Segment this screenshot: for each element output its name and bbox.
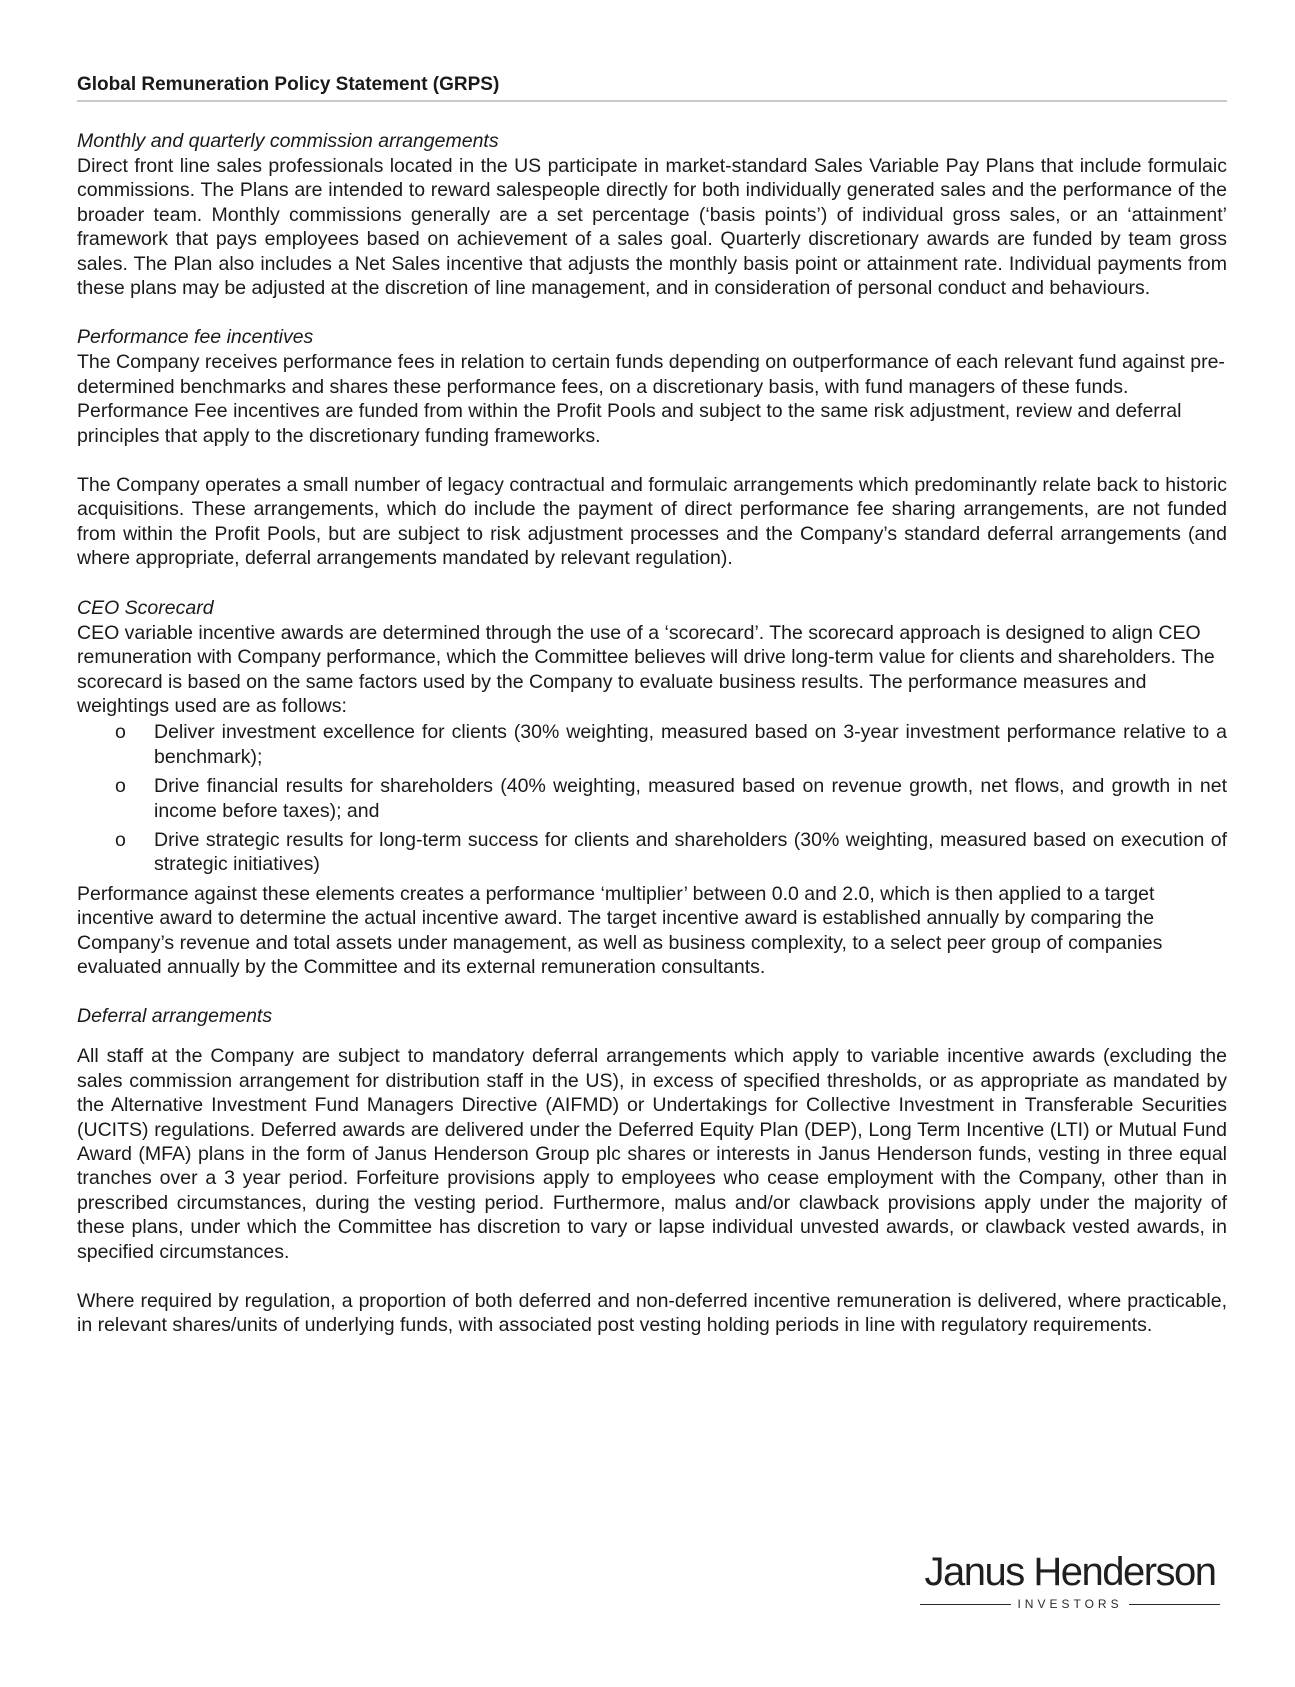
- section-deferral: [77, 1005, 1227, 1337]
- section-performance-fee: [77, 326, 1227, 570]
- list-item: [77, 720, 1227, 769]
- section-heading-deferral: Deferral arrangements: [77, 1005, 273, 1028]
- section-heading-ceo-scorecard: CEO Scorecard: [77, 596, 214, 619]
- bullet-marker: o: [115, 828, 126, 851]
- deferral-paragraph-1: All staff at the Company are subject to mandatory deferral arrangements which apply to variable incentive awards (excluding the sales commission arrangement for distribution staff in the US), in excess of specified thresholds, or as appropriate as mandated by the Alternative Investment Fund Managers Directive (AIFMD) or Undertakings for Collective Investment in Transferable Securities (UCITS) regulations. Deferred awards are delivered under the Deferred Equity Plan (DEP), Long Term Incentive (LTI) or Mutual Fund Award (MFA) plans in the form of Janus Henderson Group plc shares or interests in Janus Henderson funds, vesting in three equal tranches over a 3 year period. Forfeiture provisions apply to employees who cease employment with the Company, other than in prescribed circumstances, during the vesting period. Furthermore, malus and/or clawback provisions apply under the majority of these plans, under which the Committee has discretion to vary or lapse individual unvested awards, or clawback vested awards, in specified circumstances.: [77, 1045, 1227, 1263]
- document-header: Global Remuneration Policy Statement (GRPS): [77, 74, 1227, 102]
- list-item: [77, 774, 1227, 823]
- deferral-paragraph-2: Where required by regulation, a proportion of both deferred and non-deferred incentive remuneration is delivered, where practicable, in relevant shares/units of underlying funds, with associated post vesting holding periods in line with regulatory requirements.: [77, 1290, 1227, 1337]
- list-item: [77, 828, 1227, 877]
- ceo-scorecard-multiplier-paragraph: Performance against these elements creates a performance ‘multiplier’ between 0.0 and 2.0, which is then applied to a target incentive award to determine the actual incentive award. The target incentive award is established annually by comparing the Company’s revenue and total assets under management, as well as business complexity, to a select peer group of companies evaluated annually by the Committee and its external remuneration consultants.: [77, 882, 1163, 978]
- section-heading-performance-fee: Performance fee incentives: [77, 326, 314, 349]
- logo-rule-right: [1129, 1604, 1220, 1605]
- bullet-marker: o: [115, 775, 126, 798]
- logo-rule-left: [920, 1604, 1011, 1605]
- janus-henderson-logo: [920, 1550, 1220, 1611]
- document-page: [77, 74, 1227, 1338]
- commission-paragraph: Direct front line sales professionals located in the US participate in market-standard Sales Variable Pay Plans that include formulaic commissions. The Plans are intended to reward salespeople directly for both individually generated sales and the performance of the broader team. Monthly commissions generally are a set percentage (‘basis points’) of individual gross sales, or an ‘attainment’ framework that pays employees based on achievement of a sales goal. Quarterly discretionary awards are funded by team gross sales. The Plan also includes a Net Sales incentive that adjusts the monthly basis point or attainment rate. Individual payments from these plans may be adjusted at the discretion of line management, and in consideration of personal conduct and behaviours.: [77, 155, 1227, 300]
- list-item-text: Deliver investment excellence for clients (30% weighting, measured based on 3-year investment performance relative to a benchmark);: [154, 721, 1227, 768]
- performance-fee-paragraph-2: The Company operates a small number of legacy contractual and formulaic arrangements which predominantly relate back to historic acquisitions. These arrangements, which do include the payment of direct performance fee sharing arrangements, are not funded from within the Profit Pools, but are subject to risk adjustment processes and the Company’s standard deferral arrangements (and where appropriate, deferral arrangements mandated by relevant regulation).: [77, 474, 1227, 570]
- logo-subtitle-row: [920, 1597, 1220, 1611]
- ceo-scorecard-measures-list: [77, 720, 1227, 876]
- logo-subtitle: INVESTORS: [1017, 1597, 1123, 1611]
- ceo-scorecard-intro: CEO variable incentive awards are determined through the use of a ‘scorecard’. The scorecard approach is designed to align CEO remuneration with Company performance, which the Committee believes will drive long-term value for clients and shareholders. The scorecard is based on the same factors used by the Company to evaluate business results. The performance measures and weightings used are as follows:: [77, 621, 1215, 717]
- section-ceo-scorecard: [77, 597, 1227, 980]
- list-item-text: Drive strategic results for long-term success for clients and shareholders (30% weighting, measured based on execution of strategic initiatives): [154, 828, 1227, 876]
- logo-wordmark: Janus Henderson: [924, 1550, 1216, 1594]
- performance-fee-paragraph-1: The Company receives performance fees in relation to certain funds depending on outperformance of each relevant fund against pre-determined benchmarks and shares these performance fees, on a discretionary basis, with fund managers of these funds. Performance Fee incentives are funded from within the Profit Pools and subject to the same risk adjustment, review and deferral principles that apply to the discretionary funding frameworks.: [77, 351, 1225, 447]
- section-heading-commission: Monthly and quarterly commission arrangements: [77, 130, 499, 152]
- bullet-marker: o: [115, 721, 126, 744]
- section-commission: [77, 130, 1227, 300]
- list-item-text: Drive financial results for shareholders (40% weighting, measured based on revenue growth, net flows, and growth in net income before taxes); and: [154, 775, 1227, 822]
